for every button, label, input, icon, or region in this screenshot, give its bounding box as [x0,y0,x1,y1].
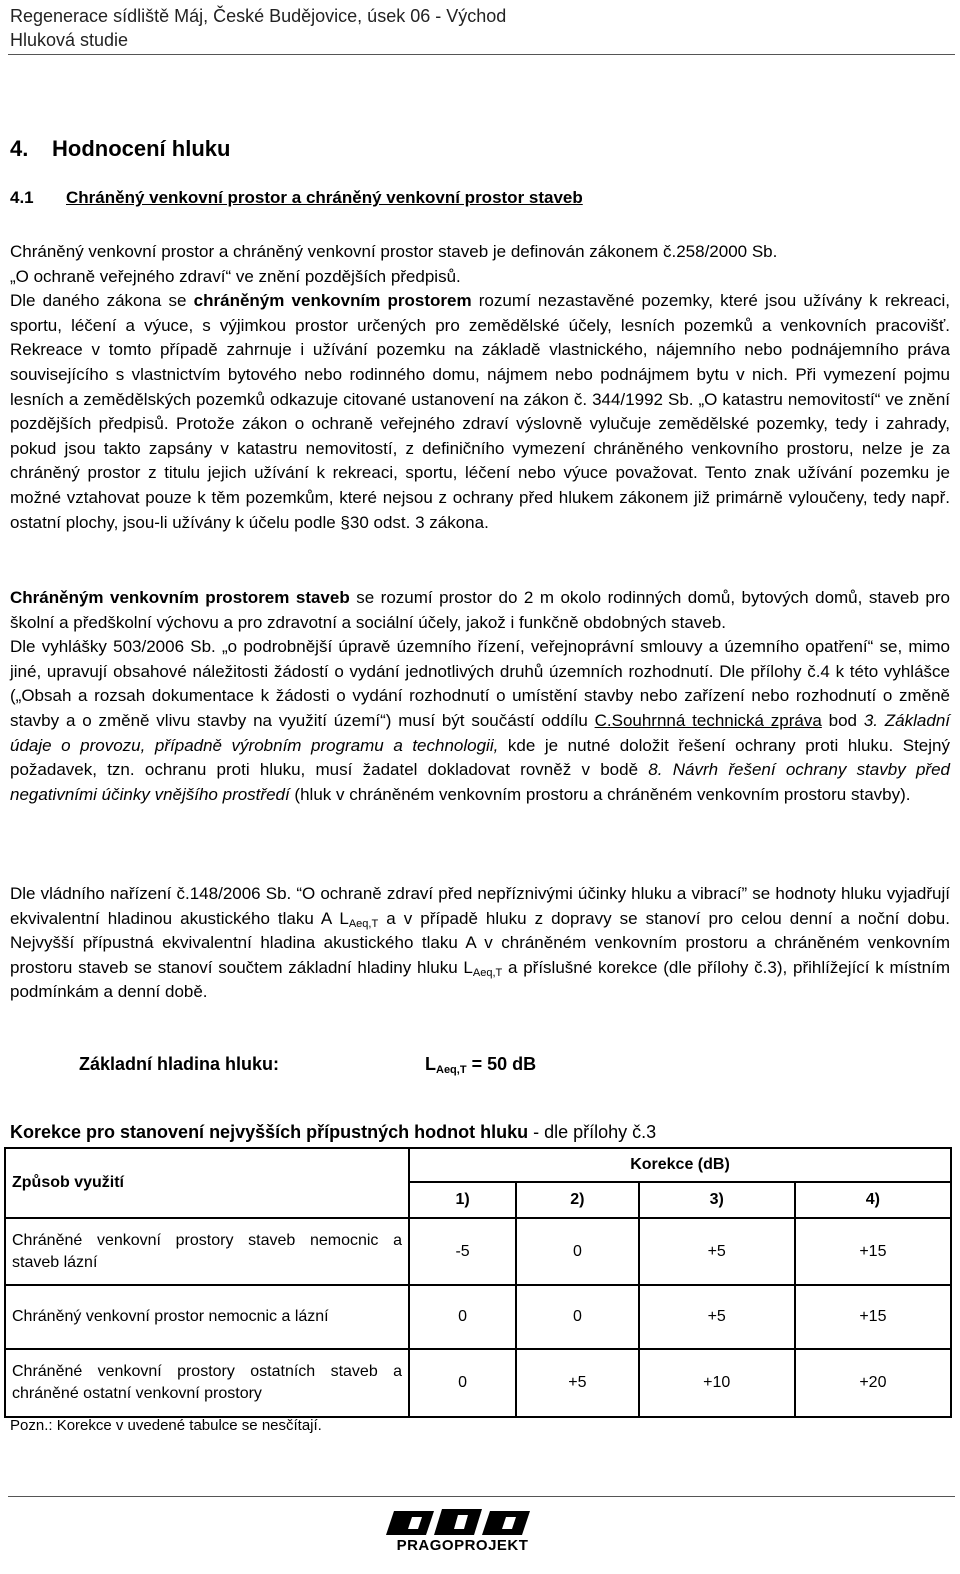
subsection-heading [10,188,583,208]
header-document-type: Hluková studie [10,30,129,50]
basic-noise-level-label: Základní hladina hluku: [79,1054,280,1074]
table-row [5,1349,951,1417]
section-c-link: C.Souhrnná technická zpráva [594,710,822,730]
term-protected-outdoor-space: chráněným venkovním prostorem [193,291,472,311]
col-header-3: 3) [639,1182,795,1218]
section-title: Hodnocení hluku [52,136,231,161]
table-note: Pozn.: Korekce v uvedené tabulce se nesčítají. [10,1417,322,1434]
row-label: Chráněné venkovní prostory ostatních staveb a chráněné ostatní venkovní prostory [5,1349,409,1417]
col-header-2: 2) [516,1182,638,1218]
paragraph1-line2: „O ochraně veřejného zdraví“ ve znění pozdějších předpisů. [10,266,461,286]
table-row [5,1218,951,1285]
basic-noise-level-value: $L_{Aeq,T} = 50$ dB [425,1054,537,1076]
paragraph-government-regulation [10,882,950,1005]
cell-value: +15 [795,1218,951,1285]
row-label: Chráněný venkovní prostor nemocnic a lázní [5,1285,409,1349]
corrections-table [4,1147,952,1418]
cell-value: +5 [516,1349,638,1417]
paragraph3-body: Dle vládního nařízení č.148/2006 Sb. “O ochraně zdraví před nepříznivými účinky hluku a vibrací” se hodnoty hluku vyjadřují ekvivalentní hladinou akustického tlaku A $L_{Aeq,T}$ a v případě hluku z dopravy se stanoví pro celou denní a noční dobu. Nejvyšší přípustná ekvivalentní hladina akustického tlaku A v chráněném venkovním prostoru a chráněném venkovním prostoru staveb se stanoví součtem základní hladiny hluku $L_{Aeq,T}$ a příslušné korekce (dle přílohy č.3), přihlížející k místním podmínkám a denní době. [10,884,950,1002]
cell-value: +5 [639,1218,795,1285]
cell-value: -5 [409,1218,516,1285]
cell-value: +5 [639,1285,795,1349]
header-project-title: Regenerace sídliště Máj, České Budějovice, úsek 06 - Východ [10,6,507,26]
footer-divider [8,1496,955,1497]
logo-text: PRAGOPROJEKT [396,1537,529,1554]
cell-value: 0 [409,1349,516,1417]
cell-value: +20 [795,1349,951,1417]
cell-value: 0 [516,1285,638,1349]
cell-value: +10 [639,1349,795,1417]
table-header-row [5,1148,951,1182]
corrections-table-title: Korekce pro stanovení nejvyšších přípustných hodnot hluku - dle přílohy č.3 [10,1122,657,1142]
header-divider [8,54,955,55]
col-header-4: 4) [795,1182,951,1218]
col-group-header: Korekce (dB) [409,1148,951,1182]
subsection-title: Chráněný venkovní prostor a chráněný venkovní prostor staveb [66,188,583,207]
cell-value: 0 [516,1218,638,1285]
table-row [5,1285,951,1349]
cell-value: 0 [409,1285,516,1349]
section-heading [10,136,230,162]
paragraph1-body: Dle daného zákona se chráněným venkovním prostorem rozumí nezastavěné pozemky, které jsou užívány k rekreaci, sportu, léčení a výuce, s výjimkou prostor určených pro zemědělské účely, lesních pozemků a venkovních pracovišť. Rekreace v tomto případě zahrnuje i užívání pozemku na základě vlastnického, nájemního nebo podnájemního práva souvisejícího s vlastnictvím bytového nebo rodinného domu, nájmem nebo podnájmem bytu v nich. Při vymezení pojmu lesních a zemědělských pozemků odkazuje citované ustanovení na zákon č. 344/1992 Sb. „O katastru nemovitostí“ ve znění pozdějších předpisů. Protože zákon o ochraně veřejného zdraví výslovně vylučuje zemědělské pozemky, tedy i zahrady, pokud jsou takto zapsány v katastru nemovitostí, z definičního vymezení chráněného venkovního prostoru, nelze je za chráněný prostor z titulu jejich užívání k rekreaci, sportu, léčení nebo výuce považovat. Tento znak užívání pozemku je možné vztahovat pouze k těm pozemkům, které nejsou z ochrany před hlukem zákonem již primárně vyloučeny, tedy např. ostatní plochy, jsou-li užívány k účelu podle §30 odst. 3 zákona. [10,291,951,532]
paragraph1-line1: Chráněný venkovní prostor a chráněný venkovní prostor staveb je definován zákonem č.258/2000 Sb. [10,242,778,261]
col-usage-header: Způsob využití [5,1148,409,1218]
paragraph2-body: Chráněným venkovním prostorem staveb se rozumí prostor do 2 m okolo rodinných domů, bytových domů, staveb pro školní a předškolní výchovu a pro zdravotní a sociální účely, jakož i funkčně obdobných staveb. [10,588,950,632]
term-protected-building-space: Chráněným venkovním prostorem staveb [10,588,350,607]
paragraph-protected-building-space [10,586,950,807]
cell-value: +15 [795,1285,951,1349]
col-header-1: 1) [409,1182,516,1218]
section-number: 4. [10,136,29,161]
page-header [10,4,955,52]
row-label: Chráněné venkovní prostory staveb nemocnic a staveb lázní [5,1218,409,1285]
subsection-number: 4.1 [10,188,34,207]
paragraph-protected-outdoor-space [10,240,950,535]
paragraph2-regulation: Dle vyhlášky 503/2006 Sb. „o podrobnější úpravě územního řízení, veřejnoprávní smlouvy a územního opatření“ se, mimo jiné, upravují obsahové náležitosti žádostí o vydání jednotlivých druhů územních rozhodnutí. Dle přílohy č.4 k této vyhlášce („Obsah a rozsah dokumentace k žádosti o vydání rozhodnutí o umístění stavby nebo zařízení nebo rozhodnutí o změně stavby a o změně vlivu stavby na využití území“) musí být součástí oddílu C.Souhrnná technická zpráva bod 3. Základní údaje o provozu, případně výrobním programu a technologii, kde je nutné doložit řešení ochrany proti hluku. Stejný požadavek, tzn. ochranu proti hluku, musí žadatel dokladovat rovněž v bodě 8. Návrh řešení ochrany stavby před negativními účinky vnějšího prostředí (hluk v chráněném venkovním prostoru a chráněném venkovním prostoru stavby). [10,637,951,804]
